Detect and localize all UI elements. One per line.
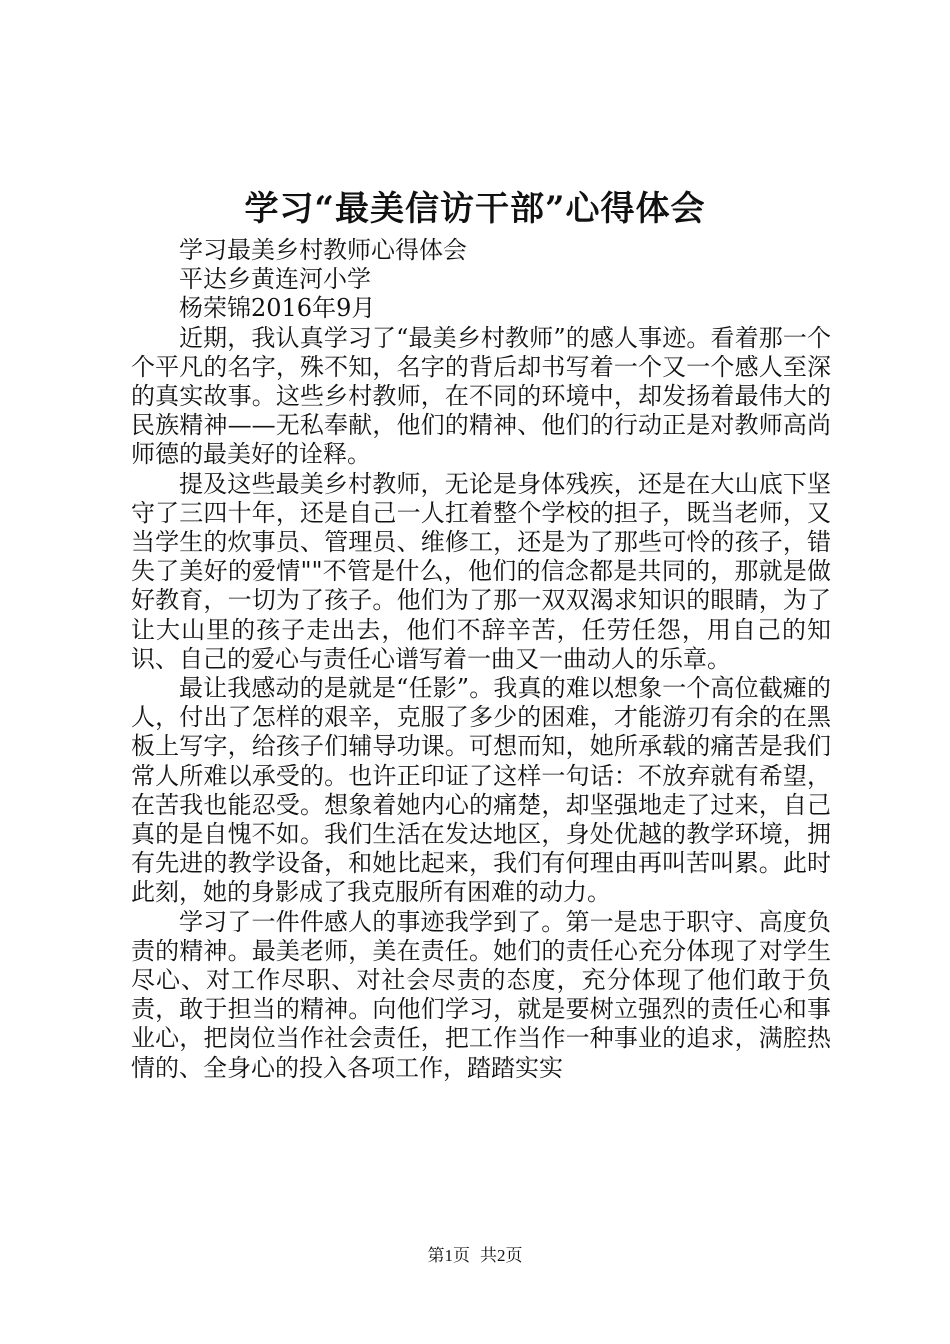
subtitle-line: 学习最美乡村教师心得体会 xyxy=(179,236,467,264)
school-line: 平达乡黄连河小学 xyxy=(179,265,371,294)
document-body xyxy=(131,236,831,1083)
paragraph: 学习了一件件感人的事迹我学到了。第一是忠于职守、高度负责的精神。最美老师，美在责任。她们的责任心充分体现了对学生尽心、对工作尽职、对社会尽责的态度，充分体现了他们敢于负责，敢于担当的精神。向他们学习，就是要树立强烈的责任心和事业心，把岗位当作社会责任，把工作当作一种事业的追求，满腔热情的、全身心的投入各项工作，踏踏实实 xyxy=(131,907,831,1082)
document-title: 学习“最美信访干部”心得体会 xyxy=(244,189,706,229)
paragraph: 最让我感动的是就是“任影”。我真的难以想象一个高位截瘫的人，付出了怎样的艰辛，克服了多少的困难，才能游刃有余的在黑板上写字，给孩子们辅导功课。可想而知，她所承载的痛苦是我们常人所难以承受的。也许正印证了这样一句话：不放弃就有希望，在苦我也能忍受。想象着她内心的痛楚，却坚强地走了过来，自己真的是自愧不如。我们生活在发达地区，身处优越的教学环境，拥有先进的教学设备，和她比起来，我们有何理由再叫苦叫累。此时此刻，她的身影成了我克服所有困难的动力。 xyxy=(131,674,831,907)
paragraph: 近期，我认真学习了“最美乡村教师”的感人事迹。看着那一个个平凡的名字，殊不知，名字的背后却书写着一个又一个感人至深的真实故事。这些乡村教师，在不同的环境中，却发扬着最伟大的民族精神——无私奉献，他们的精神、他们的行动正是对教师高尚师德的最美好的诠释。 xyxy=(131,323,831,469)
paragraph: 提及这些最美乡村教师，无论是身体残疾，还是在大山底下坚守了三四十年，还是自己一人扛着整个学校的担子，既当老师，又当学生的炊事员、管理员、维修工，还是为了那些可怜的孩子，错失了美好的爱情""不管是什么，他们的信念都是共同的，那就是做好教育，一切为了孩子。他们为了那一双双渴求知识的眼睛，为了让大山里的孩子走出去，他们不辞辛苦，任劳任怨，用自己的知识、自己的爱心与责任心谱写着一曲又一曲动人的乐章。 xyxy=(131,469,831,673)
page-footer xyxy=(0,1244,950,1268)
author-date-line: 杨荣锦2016年9月 xyxy=(179,294,376,323)
page-total: 共2页 xyxy=(480,1246,523,1265)
page-number: 第1页 xyxy=(427,1246,470,1265)
